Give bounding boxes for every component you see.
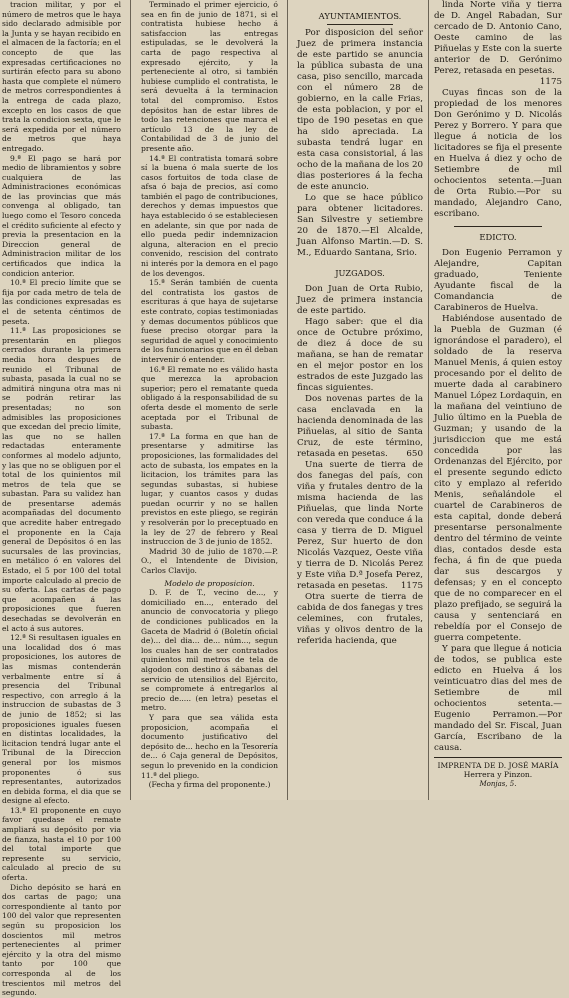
- paragraph: Dicho depósito se hará en dos cartas de pago; una correspondiente al tanto por 100 del valor que representen según su proposicion los doscientos mil metros pertenecientes al primer ejército y la otra del mismo tanto por 100 que corresponda al de los trescientos mil metros del segundo.: [2, 882, 121, 998]
- amount: 650: [406, 449, 423, 460]
- section-heading: AYUNTAMIENTOS.: [318, 11, 402, 21]
- paragraph: Otra suerte de tierra de cabida de dos fanegas y tres celemines, con frutales, viñas y olivos dentro de la referida hacienda, que: [297, 592, 423, 647]
- text: linda Norte viña y tierra de D. Angel Rabadan, Sur cercado de D. Antonio Cano, Oeste camino de las Piñuelas y Este con la suerte anterior de D. Gerónimo Perez, retasada en pesetas.: [434, 0, 562, 76]
- paragraph: [297, 394, 423, 460]
- paragraph: 9.ª El pago se hará por medio de libramientos y sobre cualquiera de las Administraciones económicas de las provincias que más convenga al obligado, tan luego como el Tesoro conceda el crédito suficiente al efecto y previa la presentacion en la Direccion general de Administracion militar de los certificados que indica la condicion anterior.: [2, 153, 121, 278]
- column-4: [434, 0, 562, 800]
- paragraph: D. F. de T., vecino de..., y domiciliado en..., enterado del anuncio de convocatoria y pliego de condiciones publicados en la Gaceta de Madrid ó (Boletín oficial de)... del dia... de... núm..., segun los cuales han de ser contratados quinientos mil metros de tela de algodon con destino á sábanas del servicio de utensilios del Ejército, se compromete á entregarlos al precio de..... (en letra) pesetas el metro.: [141, 588, 278, 713]
- amount: 1175: [400, 581, 423, 592]
- paragraph: 12.ª Si resultasen iguales en una localidad dos ó mas proposiciones, los autores de las mismas contenderán verbalmente entre sí á presencia del Tribunal respectivo, con arreglo á la instruccion de subastas de 3 de junio de 1852; si las proposiciones iguales fuesen en distintas localidades, la licitacion tendrá lugar ante el Tribunal de la Direccion general por los mismos proponentes ó sus representantes, autorizados en debida forma, el dia que se designe al efecto.: [2, 633, 121, 806]
- text: Una suerte de tierra de dos fanegas del país, con viña y frutales dentro de la misma hacienda de las Piñuelas, que linda Norte con vereda que conduce á la casa y tierra de D. Miguel Perez, Sur huerto de don Nicolás Vazquez, Oeste viña y tierra de D. Nicolás Perez y Este viña D.ª Josefa Perez, retasada en pesetas.: [297, 460, 423, 592]
- paragraph: Por disposicion del señor Juez de primera instancia de este partido se anuncia la pública subasta de una casa, piso sencillo, marcada con el número 28 de gobierno, en la calle Frias, de esta poblacion, y por el tipo de 190 pesetas en que ha sido apreciada. La subasta tendrá lugar en esta casa consistorial, á las ocho de la mañana de los 20 dias posteriores á la fecha de este anuncio.: [297, 27, 423, 192]
- divider: [327, 24, 393, 25]
- signature-note: (Fecha y firma del proponente.): [148, 780, 271, 790]
- divider: [434, 757, 562, 758]
- amount: 1175: [539, 77, 562, 87]
- paragraph: Y para que sea válida esta proposicion, acompaña el documento justificativo del depósito de... hecho en la Tesorería de... ó Caja general de Depósitos, segun lo prevenido en la condicion 11.ª del pliego.: [141, 712, 278, 780]
- paragraph: [297, 460, 423, 592]
- paragraph: 13.ª El proponente en cuyo favor quedase el remate ampliará su depósito por via de fianza, hasta el 10 por 100 del total importe que represente su servicio, calculado al precio de su oferta.: [2, 805, 121, 883]
- paragraph: Lo que se hace público para obtener licitadores. San Silvestre y setiembre 20 de 1870.—El Alcalde, Juan Alfonso Martin.—D. S. M., Eduardo Santana, Srio.: [297, 192, 423, 258]
- column-rule: [287, 0, 288, 800]
- column-rule: [428, 0, 429, 800]
- paragraph: Don Juan de Orta Rubio, Juez de primera instancia de este partido.: [297, 284, 423, 317]
- paragraph: 11.ª Las proposiciones se presentarán en pliegos cerrados durante la primera media hora despues de reunido el Tribunal de subasta, pasada la cual no se admitirá ninguna otra mas ni se podrán retirar las presentadas; no son admisibles las proposiciones que excedan del precio límite, las que no se hallen redactadas enteramente conformes al modelo adjunto, y las que no se obliguen por el total de los quinientos mil metros de tela que se subastan. Para su validez han de presentarse además acompañadas del documento que acredite haber entregado el proponente en la Caja general de Depósitos ó en las sucursales de las provincias, en metálico ó en valores del Estado, el 5 por 100 del total importe calculado al precio de su oferta. Las cartas de pago que acompañen á las proposiciones que fueren desechadas se devolverán en el acto á sus autores.: [2, 326, 121, 633]
- paragraph: Cuyas fincas son de la propiedad de los menores Don Gerónimo y D. Nicolás Perez y Borrero. Y para que llegue á noticia de los licitadores se fija el presente en Huelva á diez y ocho de Setiembre de mil ochocientos setenta.—Juan de Orta Rubio.—Por su mandado, Alejandro Cano, escribano.: [434, 88, 562, 219]
- paragraph: 16.ª El remate no es válido hasta que merezca la aprobacion superior; pero el rematante queda obligado á la responsabilidad de su oferta desde el momento de serle aceptada por el Tribunal de subasta.: [141, 364, 278, 432]
- paragraph: Habiéndose ausentado de la Puebla de Guzman (é ignorándose el paradero), el soldado de la reserva Manuel Menis, á quien estoy procesando por el delito de muerte dada al carabinero Manuel López Lordaquin, en la mañana del veintiuno de Julio último en la Puebla de Guzman; y usando de la jurisdiccion que me está concedida por las Ordenanzas del Ejército, por el presente segundo edicto cito y emplazo al referido Menis, señalándole el cuartel de Carabineros de esta capital, donde deberá presentarse personalmente dentro del término de veinte dias, contados desde esta fecha, á fin de que pueda dar sus descargos y defensas; y en el concepto que de no comparecer en el plazo prefijado, se seguirá la causa y sentenciará en rebeldía por el Consejo de guerra competente.: [434, 313, 562, 643]
- paragraph: tracion militar, y por el número de metros que le haya sido declarado admisible por la Junta y se hayan recibido en el almacen de la factoría; en el concepto de que las expresadas certificaciones no surtirán efecto para su abono hasta que complete el número de metros correspondientes á la entrega de cada plazo, excepto en los casos de que trata la condicion sexta, que le será expedida por el número de metros que haya entregado.: [2, 0, 121, 153]
- text: Dos novenas partes de la casa enclavada en la hacienda denominada de las Piñuelas, al sitio de Santa Cruz, de este término, retasada en pesetas.: [297, 394, 423, 460]
- paragraph: Terminado el primer ejercicio, ó sea en fin de junio de 1871, si el contratista hubiese hecho á satisfaccion las entregas estipuladas, se le devolverá la carta de pago respectiva al expresado ejército, y la perteneciente al otro, si también hubiese cumplido el contratista, le será devuelta á la terminacion total del compromiso. Estos depósitos han de estar libres de todo las retenciones que marca el artículo 13 de la ley de Contabilidad de 3 de junio del presente año.: [141, 0, 278, 153]
- paragraph: 17.ª La forma en que han de presentarse y admitirse las proposiciones, las formalidades del acto de subasta, los empates en la licitacion, los trámites para las segundas subastas, si hubiese lugar, y cuantos casos y dudas puedan ocurrir y no se hallen previstos en este pliego, se regirán y resolverán por lo preceptuado en la ley de 27 de febrero y Real instruccion de 3 de junio de 1852.: [141, 431, 278, 547]
- printer-imprint: IMPRENTA DE D. JOSÉ MARÍA Herrera y Pinzon.: [437, 760, 559, 780]
- paragraph: 15.ª Serán también de cuenta del contratista los gastos de escrituras á que haya de sujetarse este contrato, copias testimoniadas y demas documentos públicos que fuese preciso otorgar para la seguridad de aquel y conocimiento de los funcionarios que en él deban intervenir ó entender.: [141, 278, 278, 364]
- printer-address: Monjas, 5.: [479, 779, 517, 788]
- signature: Madrid 30 de julio de 1870.—P. O., el Intendente de Division, Carlos Clavijo.: [141, 546, 278, 576]
- column-3: [297, 0, 423, 800]
- paragraph: Don Eugenio Perramon y Alejandre, Capitan graduado, Teniente Ayudante fiscal de la Comandancia de Carabineros de Huelva.: [434, 247, 562, 313]
- column-1: [0, 0, 121, 998]
- paragraph: 10.ª El precio límite que se fija por cada metro de tela de las condiciones expresadas es el de setenta céntimos de peseta.: [2, 278, 121, 326]
- paragraph: [434, 0, 562, 87]
- paragraph: Y para que llegue á noticia de todos, se publica este edicto en Huelva á los veinticuatro dias del mes de Setiembre de mil ochocientos setenta.—Eugenio Perramon.—Por mandado del Sr. Fiscal, Juan García, Escribano de la causa.: [434, 643, 562, 753]
- column-rule: [130, 0, 131, 800]
- model-heading: Modelo de proposicion.: [164, 578, 255, 588]
- section-heading: EDICTO.: [479, 232, 517, 242]
- paragraph: 14.ª El contratista tomará sobre sí la buena ó mala suerte de los casos fortuitos de toda clase de afsa ó baja de precios, así como también el pago de contribuciones, derechos y demas impuestos que haya establecido ó se estableciesen en adelante, sin que por nada de ello pueda pedir indemnizacion alguna, alteracion en el precio convenido, rescision del contrato ni interés por la demora en el pago de los devengos.: [141, 153, 278, 278]
- paragraph: Hago saber: que el dia once de Octubre próximo, de diez á doce de su mañana, se han de rematar en el mejor postor en los estrados de este Juzgado las fincas siguientes.: [297, 317, 423, 394]
- divider: [454, 226, 542, 227]
- column-2: [141, 0, 278, 800]
- section-heading: JUZGADOS.: [335, 267, 385, 278]
